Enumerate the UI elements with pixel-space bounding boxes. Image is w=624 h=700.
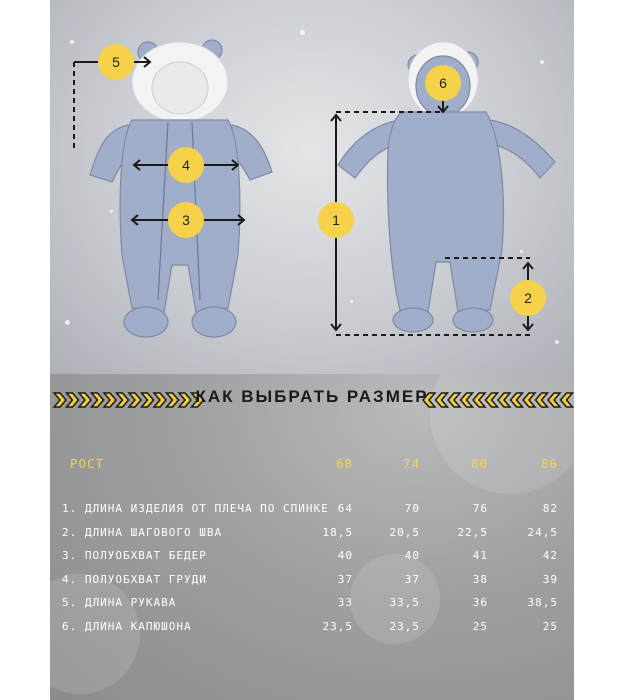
table-row	[50, 596, 574, 616]
measure-badge-2: 2	[510, 280, 546, 316]
size-guide-title: КАК ВЫБРАТЬ РАЗМЕР	[195, 387, 429, 406]
table-row	[50, 573, 574, 593]
row-value: 70	[404, 502, 420, 515]
row-value: 25	[542, 619, 558, 633]
row-value: 42	[542, 549, 558, 562]
measure-badge-1: 1	[318, 202, 354, 238]
row-label: 2. ДЛИНА ШАГОВОГО ШВА	[62, 525, 223, 539]
row-value: 82	[542, 502, 558, 515]
row-value: 18,5	[322, 525, 353, 539]
row-label: 5. ДЛИНА РУКАВА	[62, 596, 177, 609]
product-photo-area	[50, 0, 574, 374]
row-value: 38,5	[527, 596, 558, 609]
size-table-header	[50, 456, 574, 476]
row-value: 22,5	[457, 525, 488, 539]
row-value: 38	[472, 572, 488, 586]
row-label: 6. ДЛИНА КАПЮШОНА	[62, 619, 192, 633]
row-value: 37	[404, 572, 420, 586]
size-86-header: 86	[540, 456, 558, 471]
header-label: РОСТ	[70, 456, 105, 471]
row-value: 40	[337, 549, 353, 562]
table-row	[50, 502, 574, 522]
measure-badge-4: 4	[168, 147, 204, 183]
measure-badge-6: 6	[425, 65, 461, 101]
row-label: 1. ДЛИНА ИЗДЕЛИЯ ОТ ПЛЕЧА ПО СПИНКЕ	[62, 502, 329, 515]
row-value: 41	[472, 549, 488, 562]
size-68-header: 68	[335, 456, 353, 471]
measure-badge-3: 3	[168, 202, 204, 238]
snowsuit-front	[90, 40, 272, 337]
row-label: 4. ПОЛУОБХВАТ ГРУДИ	[62, 572, 207, 586]
row-value: 76	[472, 502, 488, 515]
row-value: 36	[472, 596, 488, 609]
row-value: 33,5	[389, 596, 420, 609]
row-value: 39	[542, 572, 558, 586]
row-value: 37	[337, 572, 353, 586]
row-value: 64	[337, 502, 353, 515]
row-value: 20,5	[389, 525, 420, 539]
row-value: 23,5	[322, 619, 353, 633]
size-table-area	[50, 374, 574, 700]
size-74-header: 74	[402, 456, 420, 471]
row-value: 40	[404, 549, 420, 562]
size-80-header: 80	[470, 456, 488, 471]
row-value: 25	[472, 619, 488, 633]
row-value: 24,5	[527, 525, 558, 539]
table-row	[50, 549, 574, 569]
row-value: 23,5	[389, 619, 420, 633]
row-value: 33	[337, 596, 353, 609]
table-row	[50, 526, 574, 546]
table-row	[50, 620, 574, 640]
measure-badge-5: 5	[98, 44, 134, 80]
row-label: 3. ПОЛУОБХВАТ БЕДЕР	[62, 549, 207, 562]
